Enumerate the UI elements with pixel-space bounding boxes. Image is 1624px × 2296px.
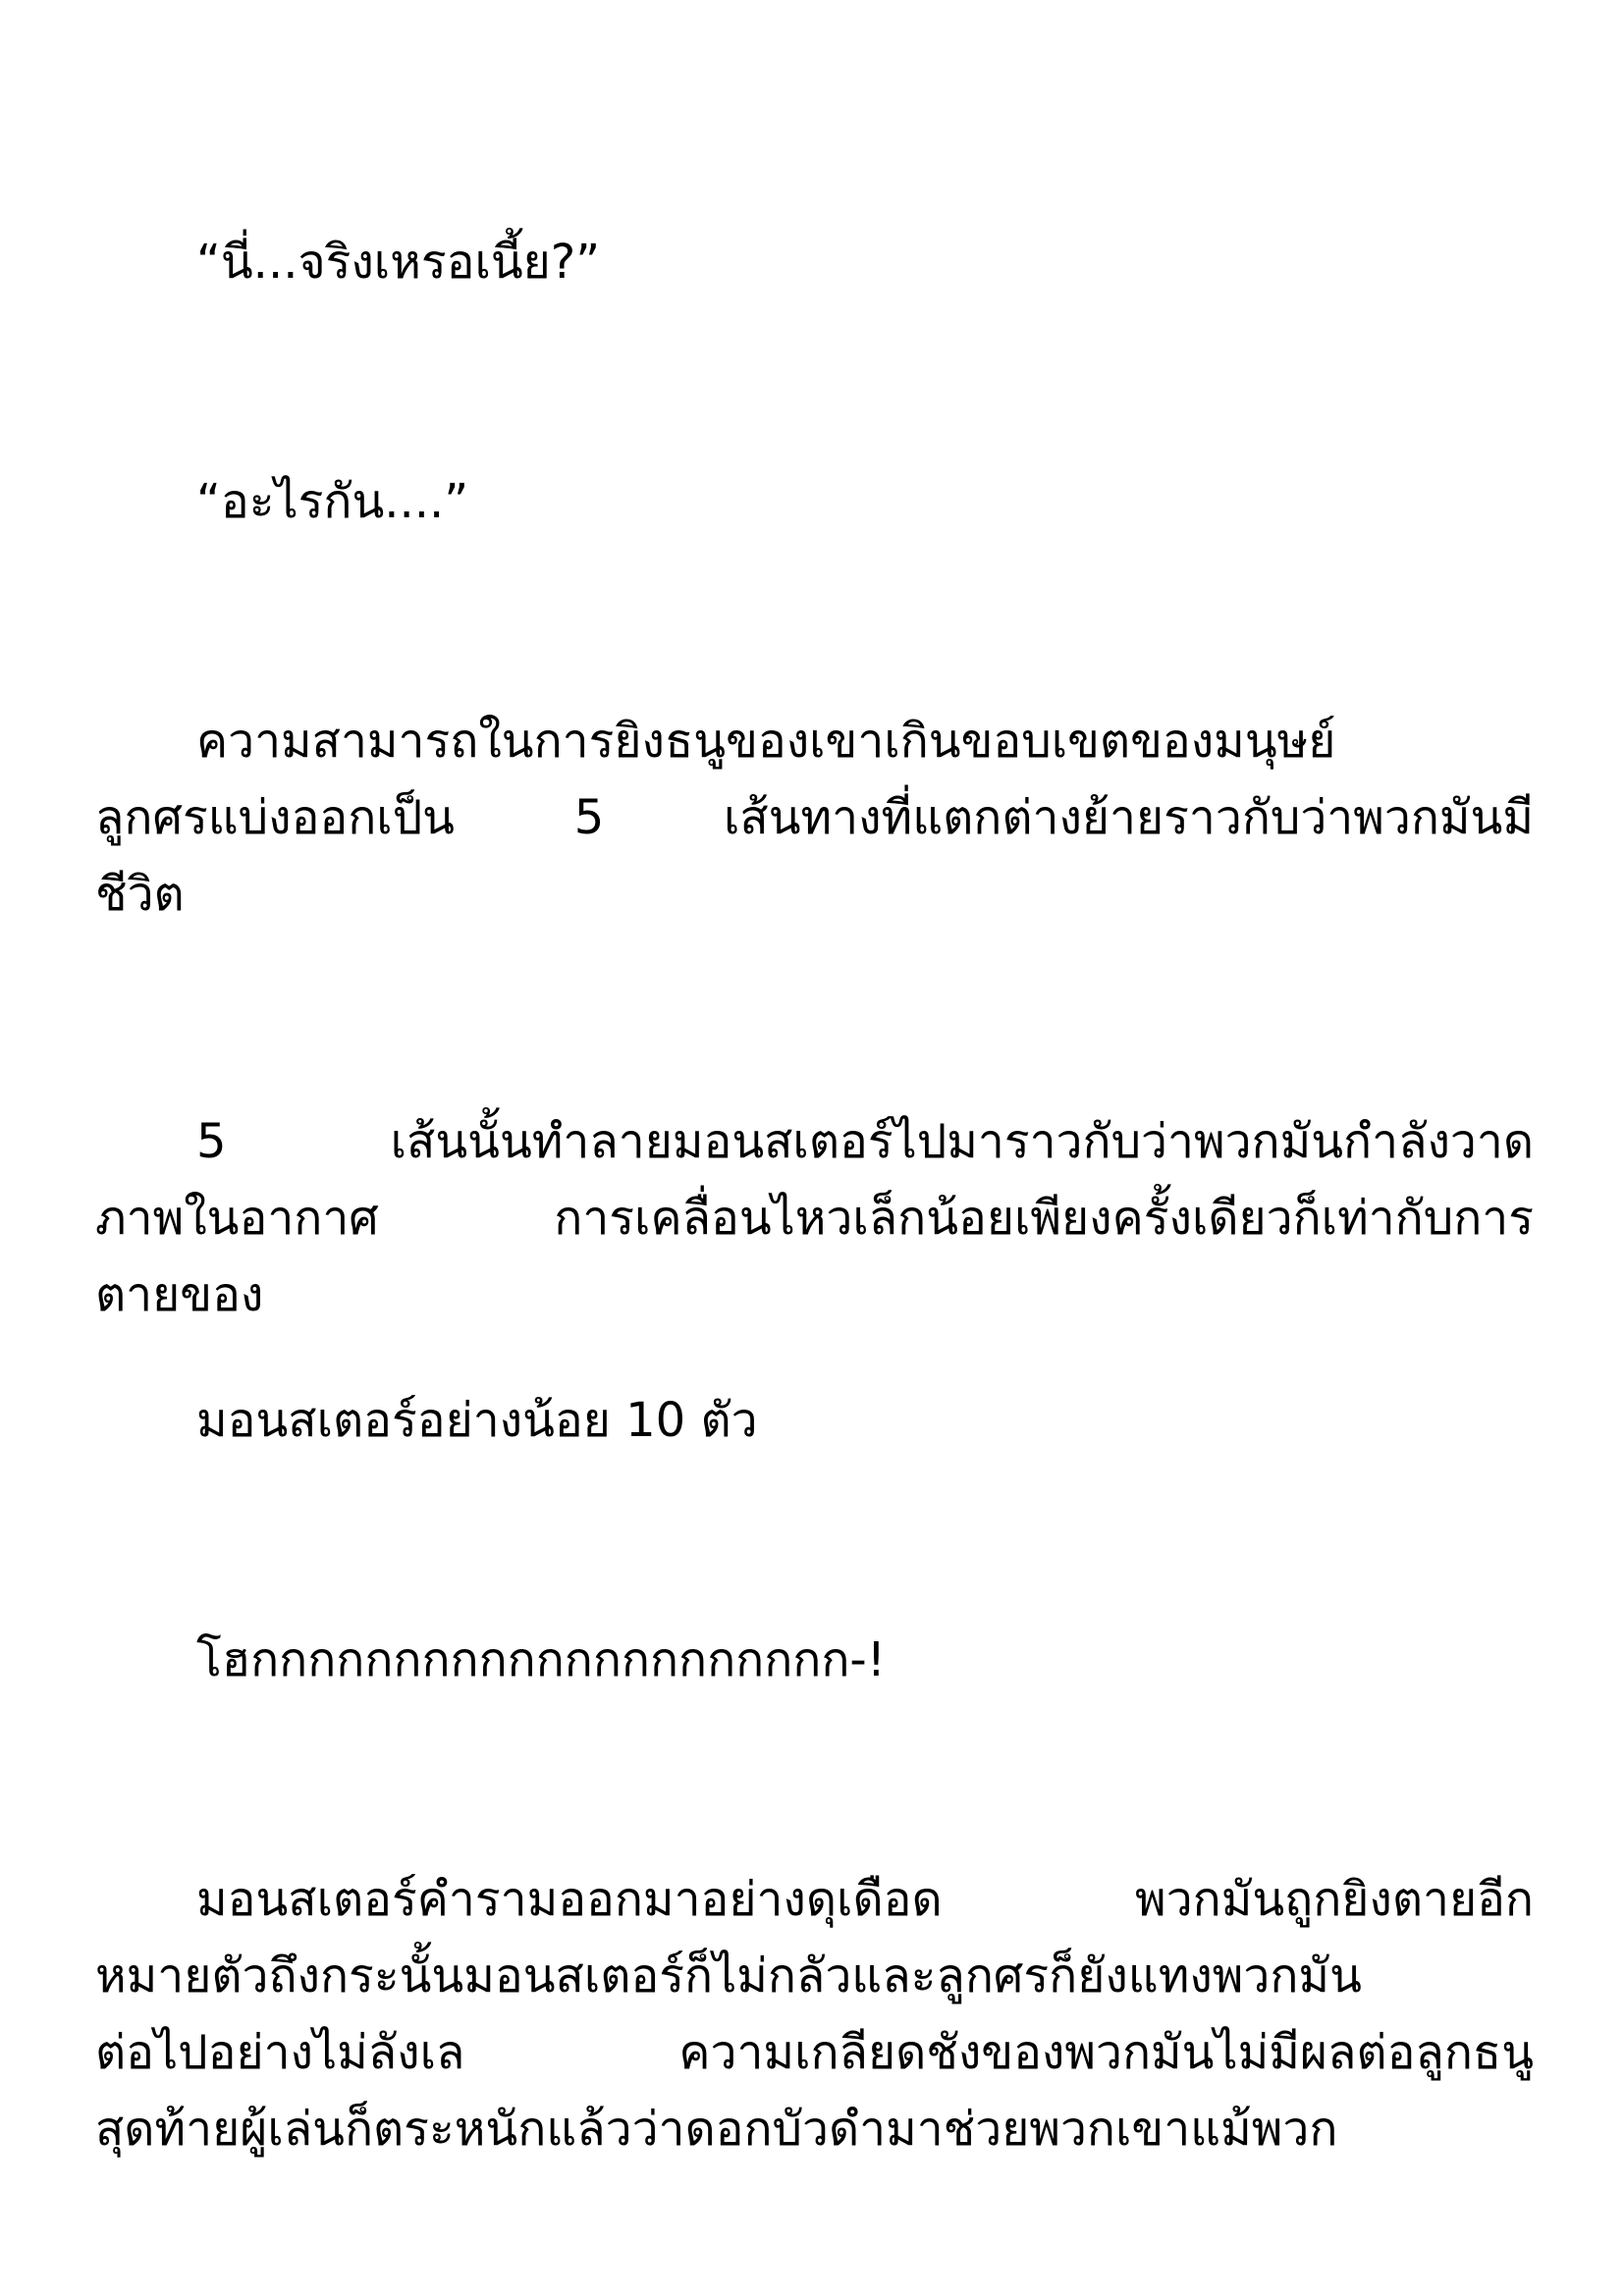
- paragraph-dialogue-1: [95, 224, 1534, 300]
- text-line: ตายของ: [95, 1267, 264, 1322]
- text-line: มอนสเตอร์อย่างน้อย 10 ตัว: [196, 1393, 758, 1448]
- text-line: “อะไรกัน....”: [196, 474, 469, 529]
- text-line: 5 เส้นนั้นทำลายมอนสเตอร์ไปมาราวกับว่าพวกมันกำลังวาด: [196, 1114, 1534, 1169]
- text-line: ต่อไปอย่างไม่ลังเล ความเกลียดชังของพวกมันไม่มีผลต่อลูกธนู: [95, 2025, 1534, 2080]
- paragraph-monster-rage: [95, 1861, 1534, 2167]
- text-line: สุดท้ายผู้เล่นก็ตระหนักแล้วว่าดอกบัวดำมาช่วยพวกเขาแม้พวก: [95, 2102, 1338, 2157]
- paragraph-archery-ability: [95, 703, 1534, 933]
- text-line: มอนสเตอร์คำรามออกมาอย่างดุเดือด พวกมันถูกยิงตายอีก: [196, 1872, 1534, 1927]
- text-line: หมายตัวถึงกระนั้นมอนสเตอร์ก็ไม่กลัวและลูกศรก็ยังแทงพวกมัน: [95, 1949, 1362, 2003]
- text-line: ความสามารถในการยิงธนูของเขาเกินขอบเขตของมนุษย์: [196, 714, 1336, 769]
- text-line: “นี่...จริงเหรอเนี้ย?”: [196, 235, 601, 290]
- text-line: ชีวิต: [95, 867, 185, 922]
- text-line: โฮกกกกกกกกกกกกกกกกกกกกก-!: [196, 1632, 886, 1687]
- paragraph-monster-count: [95, 1382, 1534, 1459]
- paragraph-five-lines: [95, 1103, 1534, 1333]
- text-line: ลูกศรแบ่งออกเป็น 5 เส้นทางที่แตกต่างย้ายราวกับว่าพวกมันมี: [95, 790, 1534, 845]
- paragraph-dialogue-2: [95, 463, 1534, 540]
- paragraph-roar: [95, 1622, 1534, 1698]
- text-line: ภาพในอากาศ การเคลื่อนไหวเล็กน้อยเพียงครั้งเดียวก็เท่ากับการ: [95, 1191, 1534, 1246]
